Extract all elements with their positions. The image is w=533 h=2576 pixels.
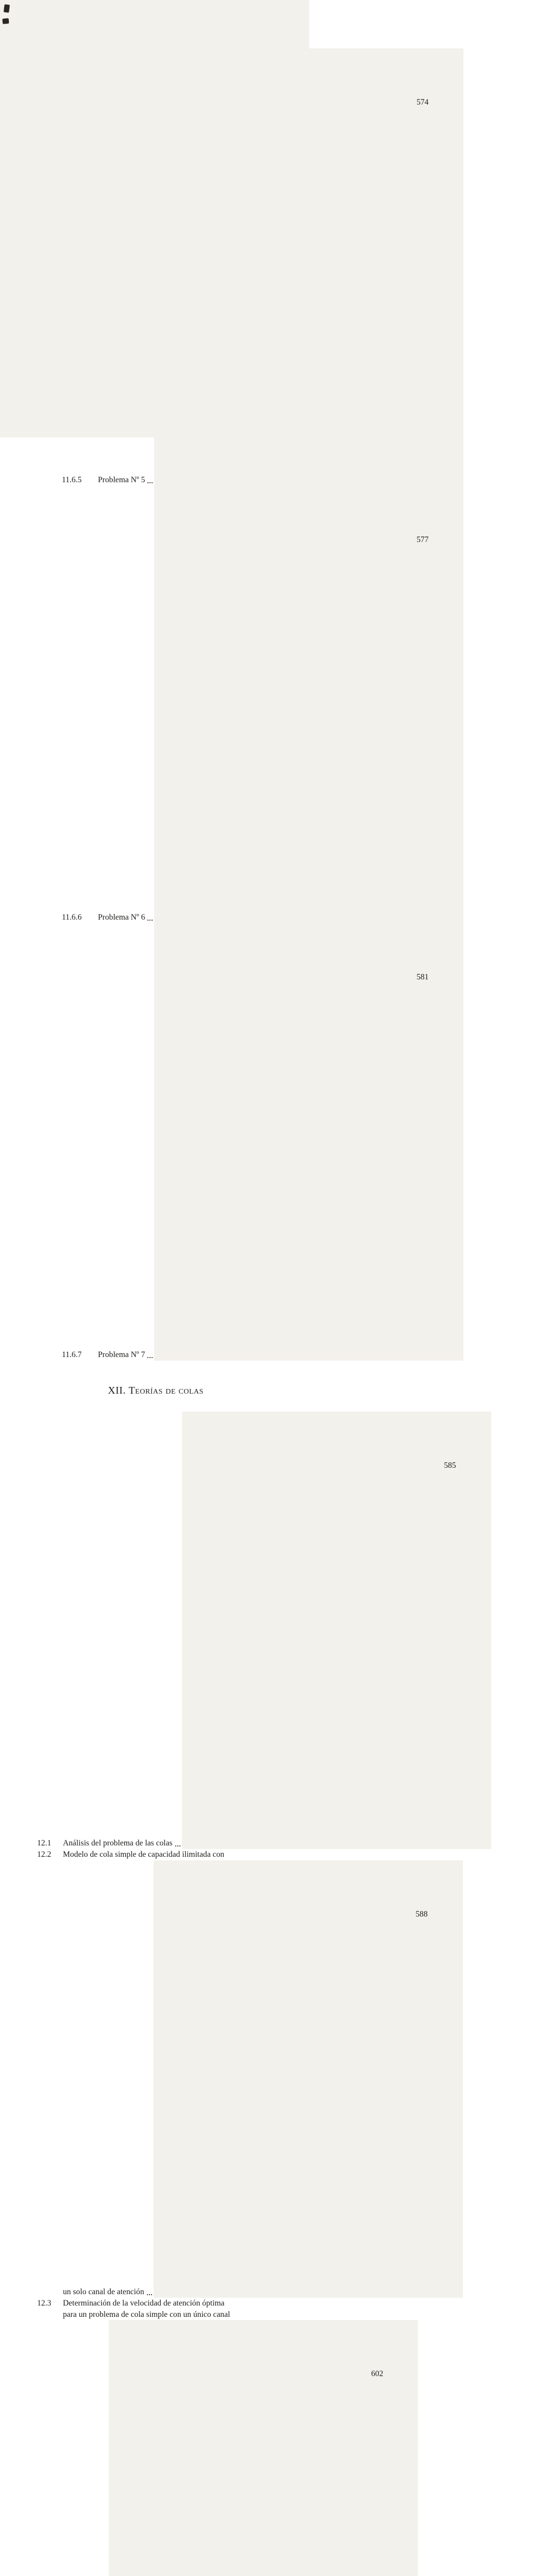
entry-title: Modelo de cola simple de capacidad ilimitada con — [63, 1850, 225, 1859]
page-number: 574 — [154, 48, 463, 486]
chapter-number: XII. — [108, 1385, 126, 1396]
page-number: 602 — [109, 2320, 418, 2576]
entry-number: 11.6.6 — [62, 913, 82, 922]
entry-title: Problema Nº 6 — [98, 913, 145, 922]
entry-number: 12.3 — [37, 2298, 52, 2308]
chapter-entries — [37, 1412, 456, 2576]
page-number: 585 — [182, 1412, 491, 1849]
entry-number: 12.1 — [37, 1839, 52, 1848]
dotted-leader — [175, 1845, 180, 1846]
chapter-title: Teorías de colas — [128, 1385, 204, 1396]
dotted-leader — [147, 482, 153, 483]
toc-row — [62, 48, 429, 486]
toc-row — [37, 2320, 384, 2576]
entry-title: Problema Nº 7 — [98, 1350, 145, 1360]
toc-row — [62, 486, 429, 923]
page-number: 577 — [154, 486, 463, 923]
toc-row — [37, 2309, 274, 2320]
entry-number: 12.2 — [37, 1850, 52, 1859]
page-number: 581 — [154, 923, 463, 1361]
page-number: 588 — [154, 1860, 463, 2298]
entry-number: 11.6.5 — [62, 476, 82, 485]
dotted-leader — [147, 1357, 153, 1358]
toc-row — [37, 1849, 274, 1860]
entry-title: un solo canal de atención — [63, 2287, 144, 2296]
previous-chapter-entries — [37, 48, 429, 1361]
dotted-leader — [147, 920, 153, 921]
scan-artifact — [3, 18, 9, 24]
entry-title: para un problema de cola simple con un único canal — [63, 2310, 230, 2319]
entry-title: Análisis del problema de las colas — [63, 1839, 173, 1848]
dotted-leader — [147, 2294, 152, 2295]
toc-row — [37, 1860, 428, 2298]
chapter-heading — [37, 1384, 274, 1397]
entry-title: Determinación de la velocidad de atención óptima — [63, 2298, 225, 2308]
toc-row — [37, 2298, 274, 2309]
toc-row — [37, 1412, 456, 1849]
toc-row — [62, 923, 429, 1361]
scan-artifact — [4, 4, 10, 12]
entry-title: Problema Nº 5 — [98, 476, 145, 485]
entry-number: 11.6.7 — [62, 1350, 82, 1360]
